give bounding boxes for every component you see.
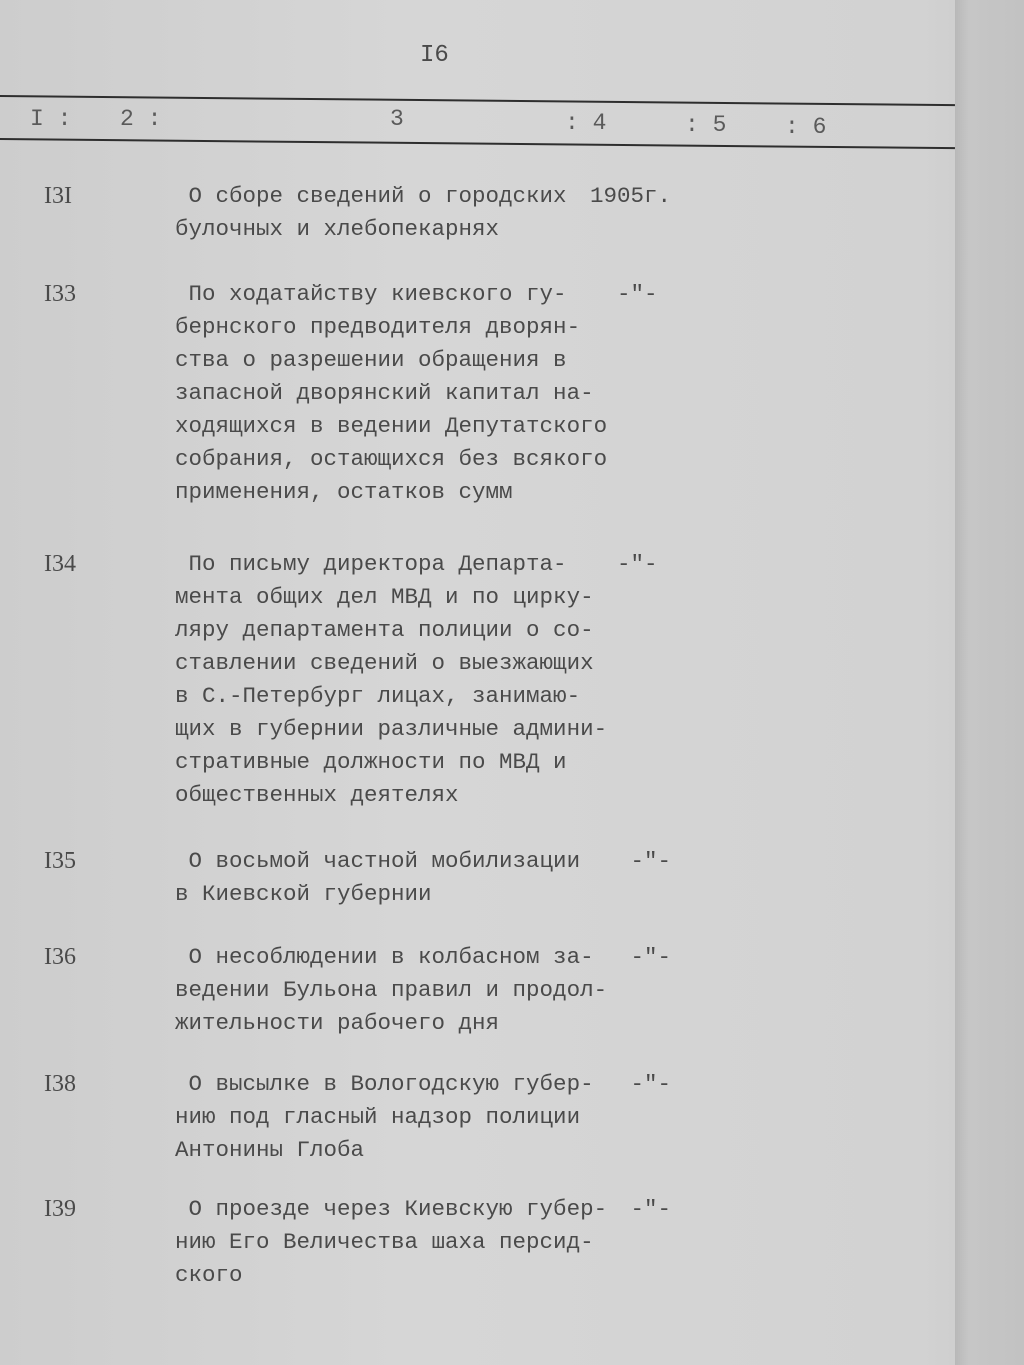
entry-date: -"- [590, 944, 672, 970]
page-number: I6 [420, 42, 449, 69]
column-header-5: : 5 [685, 112, 727, 138]
entry-text-line: ставлении сведений о выезжающих [175, 650, 594, 676]
entry-text-line: О высылке в Вологодскую губер- [175, 1071, 594, 1097]
entry-text-line: стративные должности по МВД и [175, 749, 567, 775]
column-header-2: 2 : [120, 106, 162, 132]
entry-number: I3I [44, 183, 72, 209]
column-header-4: : 4 [565, 110, 607, 136]
entry-text [175, 180, 567, 246]
entry-text-line: щих в губернии различные админи- [175, 716, 608, 742]
entry-text-line: бернского предводителя дворян- [175, 314, 581, 340]
entry-text-line: нию под гласный надзор полиции [175, 1104, 581, 1130]
entry-number: I34 [44, 551, 76, 577]
entry-text-line: в С.-Петербург лицах, занимаю- [175, 683, 581, 709]
entry-text-line: мента общих дел МВД и по цирку- [175, 584, 594, 610]
entry-number: I38 [44, 1071, 76, 1097]
entry-text-line: ства о разрешении обращения в [175, 347, 567, 373]
entry-text [175, 1193, 607, 1292]
entry-number: I36 [44, 944, 76, 970]
entry-text-line: ского [175, 1262, 243, 1288]
entry-text-line: общественных деятелях [175, 782, 459, 808]
entry-date: -"- [590, 848, 672, 874]
entry-text-line: нию Его Величества шаха персид- [175, 1229, 594, 1255]
entry-text [175, 1068, 594, 1167]
entry-text [175, 941, 607, 1040]
entry-text-line: ляру департамента полиции о со- [175, 617, 594, 643]
entry-text-line: ходящихся в ведении Депутатского [175, 413, 608, 439]
entry-text [175, 845, 580, 911]
entry-text-line: По ходатайству киевского гу- [175, 281, 567, 307]
entry-number: I33 [44, 281, 76, 307]
column-header-6: : 6 [785, 114, 827, 140]
entry-date: 1905г. [590, 183, 672, 209]
entry-date: -"- [590, 1071, 672, 1097]
header-rule-top [0, 95, 955, 106]
column-header-3: 3 [390, 106, 404, 132]
entry-text-line: применения, остатков сумм [175, 479, 513, 505]
entry-date: -"- [590, 551, 658, 577]
column-header-1: I : [30, 106, 72, 132]
entry-text-line: О проезде через Киевскую губер- [175, 1196, 608, 1222]
entry-text-line: О восьмой частной мобилизации [175, 848, 581, 874]
entry-text-line: булочных и хлебопекарнях [175, 216, 500, 242]
entry-text [175, 278, 607, 509]
entry-date: -"- [590, 281, 658, 307]
entry-text-line: запасной дворянский капитал на- [175, 380, 594, 406]
entry-text-line: жительности рабочего дня [175, 1010, 500, 1036]
entry-text-line: О несоблюдении в колбасном за- [175, 944, 594, 970]
page-edge [955, 0, 1024, 1365]
entry-text-line: Антонины Глоба [175, 1137, 365, 1163]
entry-number: I39 [44, 1196, 76, 1222]
entry-number: I35 [44, 848, 76, 874]
entry-text-line: О сборе сведений о городских [175, 183, 567, 209]
entry-text-line: собрания, остающихся без всякого [175, 446, 608, 472]
entry-text [175, 548, 607, 812]
entry-date: -"- [590, 1196, 672, 1222]
entry-text-line: По письму директора Департа- [175, 551, 567, 577]
entry-text-line: ведении Бульона правил и продол- [175, 977, 608, 1003]
entry-text-line: в Киевской губернии [175, 881, 432, 907]
